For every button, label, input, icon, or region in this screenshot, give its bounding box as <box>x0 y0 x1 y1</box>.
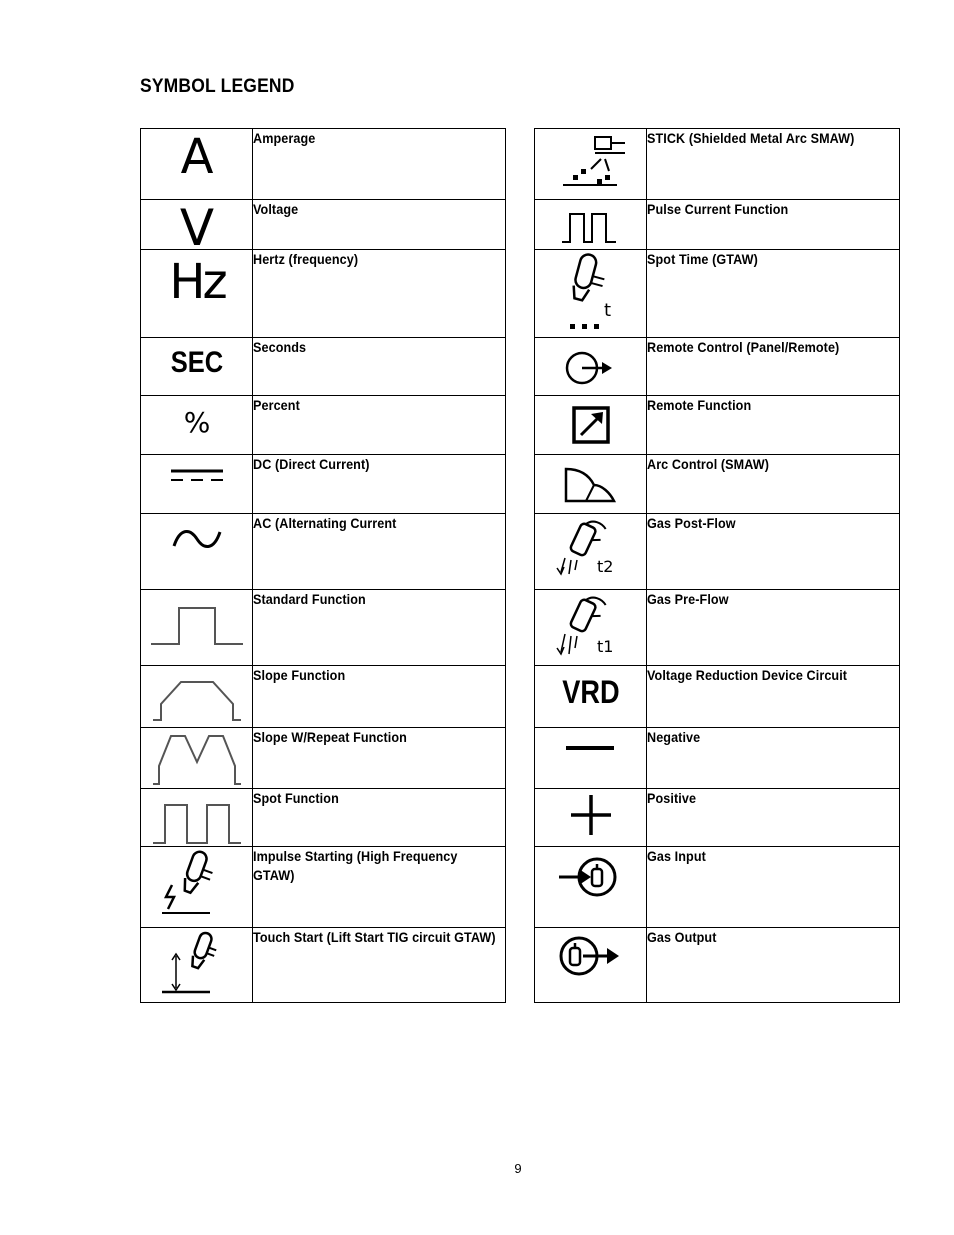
label-cell <box>253 338 506 396</box>
svg-text:VRD: VRD <box>561 674 620 710</box>
label-cell <box>647 590 900 666</box>
table-row <box>535 514 900 590</box>
label-cell <box>253 250 506 338</box>
symbol-cell <box>535 847 647 928</box>
label-cell <box>253 928 506 1003</box>
svg-text:t: t <box>603 300 611 321</box>
symbol-cell <box>535 590 647 666</box>
symbol-cell <box>141 789 253 847</box>
symbol-cell <box>535 338 647 396</box>
negative-icon <box>556 728 626 768</box>
voltage-icon <box>167 200 227 248</box>
table-row <box>141 200 506 250</box>
symbol-label: Gas Pre-Flow <box>647 591 729 607</box>
svg-text:V: V <box>179 200 214 248</box>
touch-start-icon <box>152 928 242 994</box>
symbol-label: Touch Start (Lift Start TIG circuit GTAW) <box>253 929 496 945</box>
svg-text:t2: t2 <box>596 557 613 576</box>
symbol-cell <box>535 789 647 847</box>
symbol-label: Percent <box>253 397 300 413</box>
pulse-current-icon <box>556 200 626 246</box>
symbol-label: Standard Function <box>253 591 366 607</box>
seconds-icon <box>162 338 232 378</box>
label-cell <box>253 666 506 728</box>
gas-post-flow-icon <box>551 514 631 580</box>
positive-icon <box>561 789 621 839</box>
symbol-cell <box>535 455 647 514</box>
symbol-cell <box>535 396 647 455</box>
symbol-label: Positive <box>647 790 697 806</box>
symbol-label: Seconds <box>253 339 307 355</box>
table-row <box>141 396 506 455</box>
label-cell <box>647 455 900 514</box>
symbol-label: STICK (Shielded Metal Arc SMAW) <box>647 130 855 146</box>
symbol-label: Pulse Current Function <box>647 201 789 217</box>
table-row <box>535 129 900 200</box>
label-cell <box>647 789 900 847</box>
svg-text:Hz: Hz <box>168 254 225 306</box>
label-cell <box>647 928 900 1003</box>
symbol-cell <box>535 514 647 590</box>
symbol-cell <box>141 514 253 590</box>
symbol-cell <box>535 728 647 789</box>
label-cell <box>253 129 506 200</box>
symbol-label: Slope W/Repeat Function <box>253 729 407 745</box>
symbol-label: Negative <box>647 729 701 745</box>
symbol-label: Arc Control (SMAW) <box>647 456 770 472</box>
symbol-label: Slope Function <box>253 667 346 683</box>
symbol-label: Gas Post-Flow <box>647 515 736 531</box>
table-row <box>535 250 900 338</box>
label-cell <box>253 396 506 455</box>
symbol-label: Hertz (frequency) <box>253 251 359 267</box>
remote-function-icon <box>561 396 621 446</box>
svg-text:%: % <box>183 406 210 436</box>
symbol-cell <box>535 928 647 1003</box>
table-row <box>535 728 900 789</box>
table-row <box>535 928 900 1003</box>
label-cell <box>647 847 900 928</box>
symbol-label: Spot Time (GTAW) <box>647 251 758 267</box>
symbol-cell <box>535 200 647 250</box>
symbol-label: Voltage <box>253 201 299 217</box>
label-cell <box>647 338 900 396</box>
symbol-label: AC (Alternating Current <box>253 515 397 531</box>
slope-function-icon <box>147 666 247 724</box>
page-title: SYMBOL LEGEND <box>140 76 295 97</box>
table-row <box>141 728 506 789</box>
hertz-icon <box>157 250 237 306</box>
symbol-cell <box>141 455 253 514</box>
slope-repeat-icon <box>147 728 247 786</box>
symbol-label: Impulse Starting (High Frequency GTAW) <box>253 848 458 883</box>
remote-control-icon <box>556 338 626 388</box>
symbol-cell <box>141 847 253 928</box>
symbol-legend-table-left <box>140 128 506 1003</box>
table-row <box>141 590 506 666</box>
arc-control-icon <box>556 455 626 505</box>
label-cell <box>647 514 900 590</box>
spot-time-icon <box>556 250 626 334</box>
label-cell <box>647 200 900 250</box>
amperage-icon <box>167 129 227 179</box>
table-row <box>535 666 900 728</box>
symbol-cell <box>141 129 253 200</box>
symbol-label: DC (Direct Current) <box>253 456 370 472</box>
table-row <box>535 590 900 666</box>
symbol-label: Amperage <box>253 130 316 146</box>
svg-text:t1: t1 <box>596 637 613 656</box>
gas-input-icon <box>551 847 631 903</box>
page-number: 9 <box>514 1161 522 1176</box>
table-row <box>141 455 506 514</box>
symbol-cell <box>141 728 253 789</box>
label-cell <box>253 514 506 590</box>
table-row <box>141 789 506 847</box>
spot-function-icon <box>147 789 247 845</box>
symbol-cell <box>535 250 647 338</box>
table-row <box>535 847 900 928</box>
table-row <box>535 396 900 455</box>
ac-icon <box>162 514 232 564</box>
table-row <box>141 847 506 928</box>
symbol-label: Gas Output <box>647 929 717 945</box>
symbol-cell <box>141 666 253 728</box>
vrd-icon <box>551 666 631 710</box>
symbol-cell <box>141 338 253 396</box>
table-row <box>141 666 506 728</box>
table-row <box>535 455 900 514</box>
symbol-label: Voltage Reduction Device Circuit <box>647 667 848 683</box>
table-row <box>141 928 506 1003</box>
label-cell <box>647 129 900 200</box>
table-row <box>141 514 506 590</box>
symbol-label: Gas Input <box>647 848 706 864</box>
symbol-label: Spot Function <box>253 790 339 806</box>
symbol-cell <box>141 396 253 455</box>
symbol-label: Remote Function <box>647 397 752 413</box>
dc-icon <box>157 455 237 495</box>
gas-output-icon <box>551 928 631 984</box>
stick-icon <box>551 129 631 189</box>
label-cell <box>253 590 506 666</box>
symbol-legend-table-right <box>534 128 900 1003</box>
symbol-cell <box>535 666 647 728</box>
symbol-cell <box>141 590 253 666</box>
gas-pre-flow-icon <box>551 590 631 660</box>
symbol-label: Remote Control (Panel/Remote) <box>647 339 840 355</box>
table-row <box>141 250 506 338</box>
label-cell <box>647 250 900 338</box>
symbol-cell <box>141 928 253 1003</box>
table-row <box>535 789 900 847</box>
label-cell <box>647 728 900 789</box>
table-row <box>535 338 900 396</box>
label-cell <box>253 455 506 514</box>
label-cell <box>647 666 900 728</box>
label-cell <box>647 396 900 455</box>
symbol-cell <box>141 200 253 250</box>
percent-icon <box>177 396 217 436</box>
label-cell <box>253 789 506 847</box>
label-cell <box>253 728 506 789</box>
label-cell <box>253 200 506 250</box>
impulse-start-icon <box>152 847 242 917</box>
symbol-cell <box>141 250 253 338</box>
table-row <box>141 129 506 200</box>
standard-function-icon <box>147 590 247 650</box>
svg-text:A: A <box>180 129 213 179</box>
symbol-cell <box>535 129 647 200</box>
table-row <box>141 338 506 396</box>
table-row <box>535 200 900 250</box>
label-cell <box>253 847 506 928</box>
svg-text:SEC: SEC <box>170 345 223 378</box>
